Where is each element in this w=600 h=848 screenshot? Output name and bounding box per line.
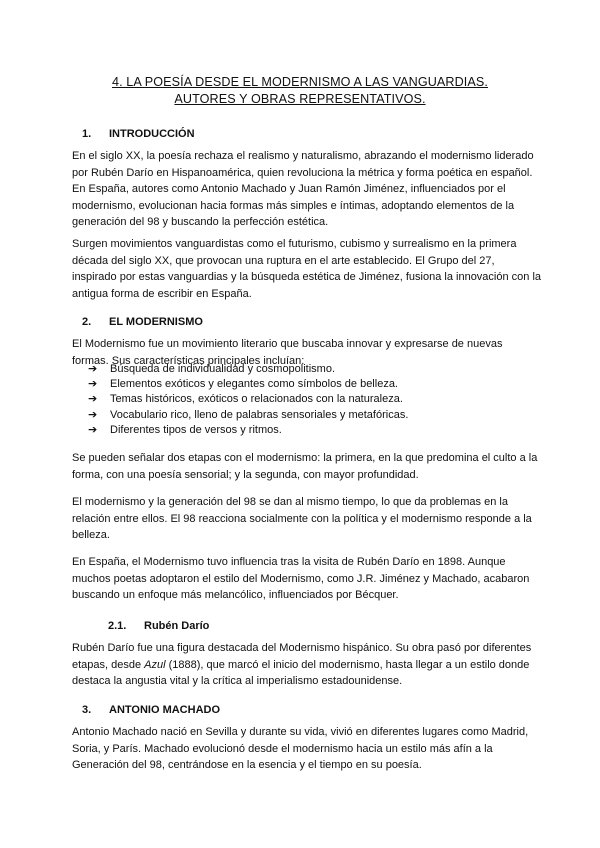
- arrow-right-icon: ➔: [88, 423, 98, 436]
- paragraph-intro-1: En el siglo XX, la poesía rechaza el realismo y naturalismo, abrazando el modernismo liderado por Rubén Darío en Hispanoamérica, quien revoluciona la métrica y forma poética en español. En España, autores como Antonio Machado y Juan Ramón Jiménez, influenciados por el modernismo, evolucionan hacia formas más simples e íntimas, adoptando elementos de la generación del 98 y buscando la perfección estética.: [72, 150, 534, 228]
- paragraph-modernismo-4: En España, el Modernismo tuvo influencia tras la visita de Rubén Darío en 1898. Aunque muchos poetas adoptaron el estilo del Modernismo, como J.R. Jiménez y Machado, acabaron buscando un enfoque más melancólico, influenciados por Bécquer.: [72, 556, 530, 601]
- list-item: ➔ Elementos exóticos y elegantes como símbolos de belleza.: [86, 377, 526, 392]
- work-title-azul: Azul: [144, 658, 166, 671]
- arrow-right-icon: ➔: [88, 363, 98, 375]
- paragraph-intro-2: Surgen movimientos vanguardistas como el futurismo, cubismo y surrealismo en la primera década del siglo XX, que provocan una ruptura en el arte establecido. El Grupo del 27, inspirado por estas vanguardias y la búsqueda estética de Jiménez, fusiona la innovación con la antigua forma de escribir en España.: [72, 238, 542, 300]
- list-item: ➔ Diferentes tipos de versos y ritmos.: [86, 423, 526, 438]
- section-title: INTRODUCCIÓN: [109, 128, 195, 140]
- paragraph-machado-1: Antonio Machado nació en Sevilla y durante su vida, vivió en diferentes lugares como Madrid, Soria, y París. Machado evolucionó desde el modernismo hacia un estilo más afín a la Generación del 98, centrándose en la esencia y el tiempo en su poesía.: [72, 726, 529, 771]
- list-item: ➔ Temas históricos, exóticos o relacionados con la naturaleza.: [86, 392, 526, 407]
- section-number: 2.: [82, 316, 92, 328]
- paragraph-modernismo-2: Se pueden señalar dos etapas con el modernismo: la primera, en la que predomina el culto a la forma, con una poesía sensorial; y la segunda, con mayor profundidad.: [72, 452, 538, 481]
- section-title: ANTONIO MACHADO: [109, 704, 221, 716]
- characteristics-list: [86, 362, 526, 438]
- page-title: [0, 74, 600, 108]
- arrow-right-icon: ➔: [88, 378, 98, 391]
- list-item: ➔ Vocabulario rico, lleno de palabras sensoriales y metafóricas.: [86, 408, 526, 423]
- paragraph-modernismo-1: El Modernismo fue un movimiento literario que buscaba innovar y expresarse de nuevas formas. Sus características principales incluían:: [72, 338, 503, 367]
- arrow-right-icon: ➔: [88, 408, 98, 421]
- title-line-1: 4. LA POESÍA DESDE EL MODERNISMO A LAS VANGUARDIAS.: [111, 75, 489, 89]
- list-item: ➔ Búsqueda de individualidad y cosmopolitismo.: [86, 362, 526, 377]
- section-number: 2.1.: [108, 620, 127, 632]
- section-number: 1.: [82, 128, 92, 140]
- section-title: Rubén Darío: [144, 620, 210, 632]
- arrow-right-icon: ➔: [88, 393, 98, 406]
- paragraph-modernismo-3: El modernismo y la generación del 98 se dan al mismo tiempo, lo que da problemas en la relación entre ellos. El 98 reacciona socialmente con la política y el modernismo responde a la belleza.: [72, 496, 532, 541]
- paragraph-dario-1: Rubén Darío fue una figura destacada del Modernismo hispánico. Su obra pasó por diferentes etapas, desde Azul (1888), que marcó el inicio del modernismo, hasta llegar a un estilo donde destaca la angustia vital y la crítica al imperialismo estadounidense.: [72, 642, 532, 687]
- title-line-2: AUTORES Y OBRAS REPRESENTATIVOS.: [174, 92, 426, 106]
- section-title: EL MODERNISMO: [109, 316, 203, 328]
- section-number: 3.: [82, 704, 92, 716]
